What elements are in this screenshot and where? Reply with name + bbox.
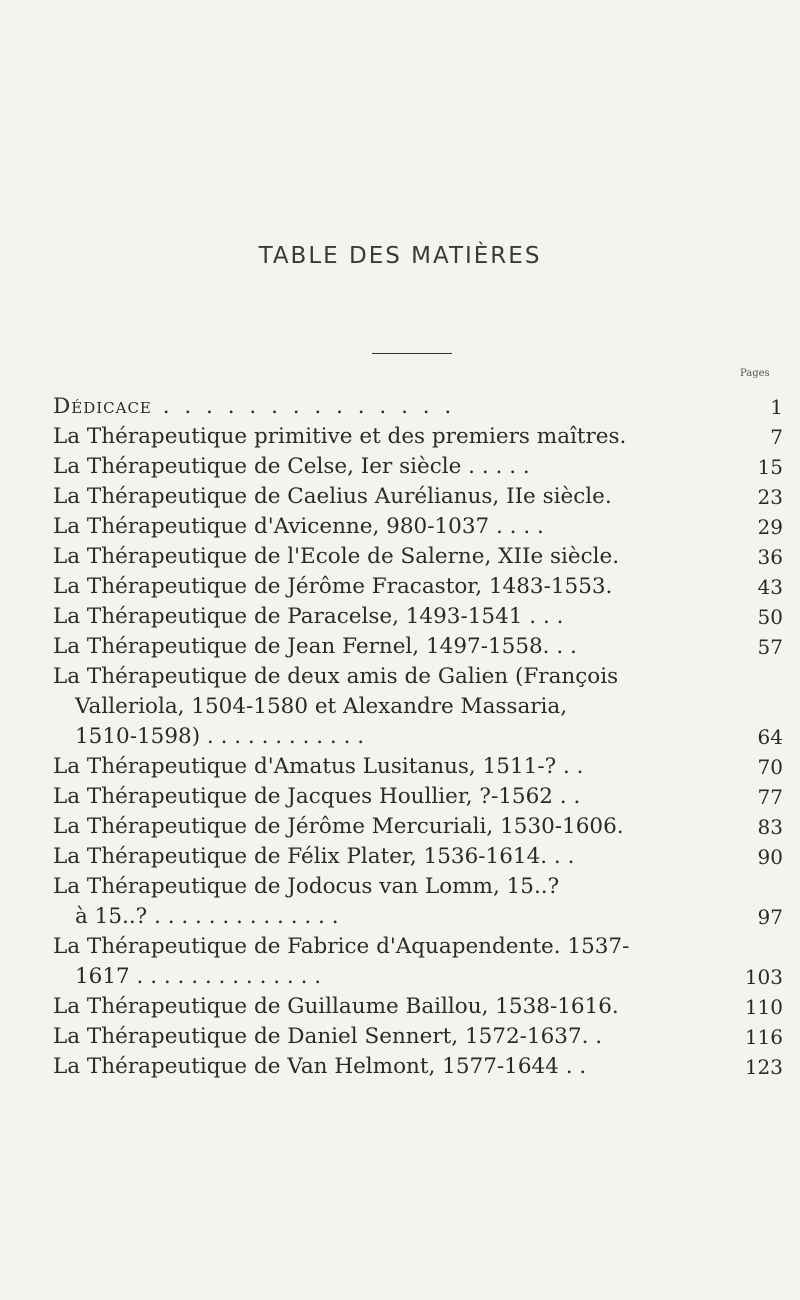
toc-entry-title: La Thérapeutique de Van Helmont, 1577-1644 . . (53, 1054, 587, 1079)
toc-page-number: 7 (770, 425, 783, 449)
toc-page-number: 123 (744, 1055, 783, 1079)
toc-entry-title-continued: 1510-1598) . . . . . . . . . . . . (75, 724, 365, 749)
toc-entry-title: La Thérapeutique primitive et des premiers maîtres. (53, 424, 627, 449)
pages-column-label: Pages (740, 368, 770, 379)
toc-page-number: 64 (757, 725, 783, 749)
toc-page-number: 36 (757, 545, 783, 569)
toc-page-number: 77 (757, 785, 783, 809)
toc-page-number: 57 (757, 635, 783, 659)
toc-page-number: 97 (757, 905, 783, 929)
table-of-contents (53, 392, 783, 1082)
toc-leader-dots: . . . . . . . . . . . . . . (151, 394, 456, 419)
toc-entry-title: La Thérapeutique de Celse, Ier siècle . . . . . (53, 454, 530, 479)
toc-entry[interactable] (53, 812, 783, 842)
toc-page-number: 23 (757, 485, 783, 509)
toc-entry-title: La Thérapeutique de Caelius Aurélianus, IIe siècle. (53, 484, 612, 509)
toc-entry-title: La Thérapeutique de l'Ecole de Salerne, XIIe siècle. (53, 544, 620, 569)
toc-entry-title: La Thérapeutique de Jérôme Fracastor, 1483-1553. (53, 574, 613, 599)
toc-entry-title: La Thérapeutique de Jérôme Mercuriali, 1530-1606. (53, 814, 624, 839)
toc-entry[interactable] (53, 842, 783, 872)
toc-entry[interactable] (53, 662, 783, 752)
toc-page-number: 50 (757, 605, 783, 629)
toc-entry[interactable] (53, 392, 783, 422)
toc-entry-title: Dédicace (53, 394, 152, 419)
toc-entry[interactable] (53, 572, 783, 602)
toc-entry-title: La Thérapeutique de Jean Fernel, 1497-1558. . . (53, 634, 577, 659)
title-divider (372, 353, 452, 354)
toc-entry[interactable] (53, 992, 783, 1022)
toc-page-number: 110 (744, 995, 783, 1019)
toc-entry[interactable] (53, 452, 783, 482)
toc-entry-title: La Thérapeutique de deux amis de Galien (François (53, 664, 619, 689)
toc-entry[interactable] (53, 782, 783, 812)
toc-page-number: 1 (770, 395, 783, 419)
toc-entry-title: La Thérapeutique de Guillaume Baillou, 1538-1616. (53, 994, 619, 1019)
toc-entry[interactable] (53, 632, 783, 662)
toc-entry[interactable] (53, 512, 783, 542)
page-title: TABLE DES MATIÈRES (258, 243, 542, 269)
toc-entry-title: La Thérapeutique de Jacques Houllier, ?-1562 . . (53, 784, 581, 809)
toc-entry-title: La Thérapeutique de Fabrice d'Aquapendente. 1537- (53, 934, 630, 959)
toc-entry-title-continued: à 15..? . . . . . . . . . . . . . . (75, 904, 339, 929)
toc-page-number: 43 (757, 575, 783, 599)
toc-page-number: 116 (744, 1025, 783, 1049)
toc-entry[interactable] (53, 602, 783, 632)
toc-page-number: 83 (757, 815, 783, 839)
toc-entry[interactable] (53, 872, 783, 932)
toc-entry-title-continued: 1617 . . . . . . . . . . . . . . (75, 964, 322, 989)
toc-entry[interactable] (53, 1052, 783, 1082)
toc-entry-title: La Thérapeutique de Jodocus van Lomm, 15..? (53, 874, 560, 899)
toc-entry[interactable] (53, 752, 783, 782)
toc-page-number: 29 (757, 515, 783, 539)
toc-page-number: 103 (744, 965, 783, 989)
toc-page-number: 70 (757, 755, 783, 779)
toc-entry[interactable] (53, 422, 783, 452)
toc-entry[interactable] (53, 932, 783, 992)
toc-entry-title: La Thérapeutique de Daniel Sennert, 1572-1637. . (53, 1024, 603, 1049)
toc-page-number: 15 (757, 455, 783, 479)
toc-page-number: 90 (757, 845, 783, 869)
toc-entry[interactable] (53, 1022, 783, 1052)
toc-entry[interactable] (53, 542, 783, 572)
toc-entry-title: La Thérapeutique d'Amatus Lusitanus, 1511-? . . (53, 754, 584, 779)
toc-entry[interactable] (53, 482, 783, 512)
toc-entry-title: La Thérapeutique de Paracelse, 1493-1541 . . . (53, 604, 564, 629)
toc-entry-title: La Thérapeutique de Félix Plater, 1536-1614. . . (53, 844, 575, 869)
toc-entry-title: La Thérapeutique d'Avicenne, 980-1037 . . . . (53, 514, 544, 539)
toc-entry-title-continued: Valleriola, 1504-1580 et Alexandre Massaria, (75, 694, 568, 719)
